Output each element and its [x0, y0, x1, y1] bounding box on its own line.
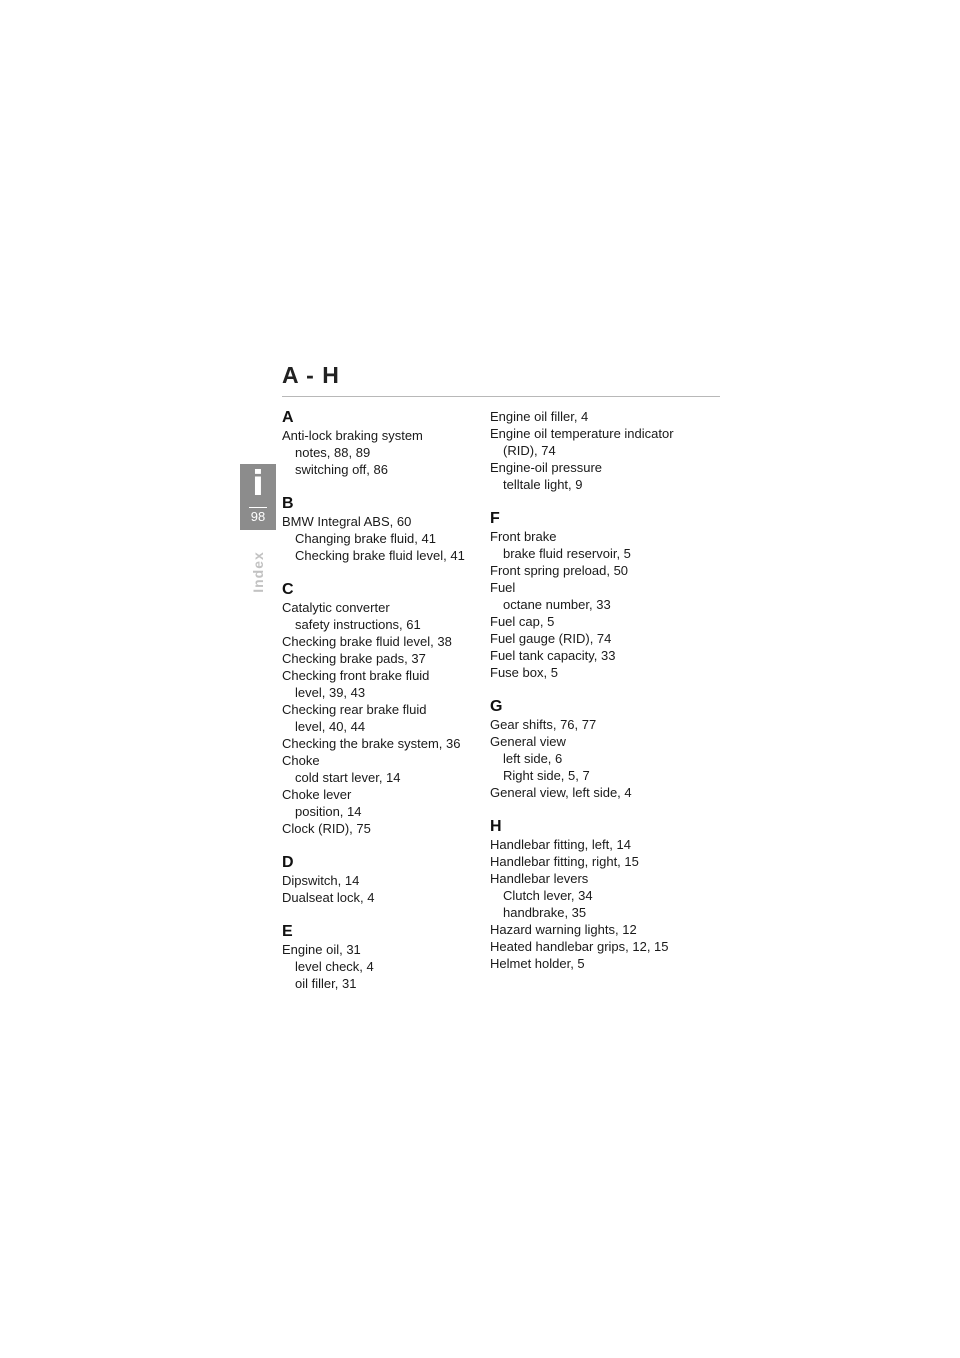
index-entry: Checking front brake fluid	[282, 668, 430, 683]
index-entry: Catalytic converter	[282, 600, 390, 615]
index-subentry: switching off, 86	[295, 462, 388, 477]
index-entry: Front spring preload, 50	[490, 563, 629, 578]
index-section	[282, 922, 482, 992]
index-subentry: level check, 4	[295, 959, 374, 974]
index-entry: Dipswitch, 14	[282, 873, 360, 888]
index-subentry: oil filler, 31	[295, 976, 357, 991]
section-letter: B	[282, 495, 294, 512]
index-subentry: Changing brake fluid, 41	[295, 531, 436, 546]
section-letter: F	[490, 510, 500, 527]
index-subentry: level, 40, 44	[295, 719, 366, 734]
index-entry: Checking brake fluid level, 38	[282, 634, 452, 649]
index-entry: Checking rear brake fluid	[282, 702, 427, 717]
index-column-right	[490, 408, 720, 972]
index-section	[490, 817, 720, 972]
section-letter: C	[282, 581, 294, 598]
index-subentry: cold start lever, 14	[295, 770, 401, 785]
title-divider	[282, 396, 720, 397]
index-section	[282, 408, 482, 478]
section-letter: A	[282, 409, 294, 426]
index-entry: Clock (RID), 75	[282, 821, 371, 836]
index-entry: Choke	[282, 753, 320, 768]
index-entry: Helmet holder, 5	[490, 956, 585, 971]
index-entry: Fuse box, 5	[490, 665, 558, 680]
index-subentry: left side, 6	[503, 751, 563, 766]
index-entry: Engine oil temperature indicator	[490, 426, 674, 441]
index-entry: Checking brake pads, 37	[282, 651, 426, 666]
index-subentry: Checking brake fluid level, 41	[295, 548, 465, 563]
index-tab	[240, 464, 276, 530]
index-subentry: Clutch lever, 34	[503, 888, 593, 903]
index-entry: Choke lever	[282, 787, 352, 802]
index-entry: Front brake	[490, 529, 557, 544]
page-title: A - H	[282, 362, 340, 388]
index-entry: Hazard warning lights, 12	[490, 922, 637, 937]
index-entry: Engine-oil pressure	[490, 460, 603, 475]
index-entry: General view	[490, 734, 566, 749]
index-entry: Engine oil filler, 4	[490, 409, 589, 424]
index-entry: Handlebar fitting, left, 14	[490, 837, 631, 852]
index-entry: Fuel	[490, 580, 516, 595]
index-subentry: position, 14	[295, 804, 362, 819]
page-number: 98	[250, 509, 266, 524]
index-entry: Handlebar fitting, right, 15	[490, 854, 639, 869]
index-subentry: Right side, 5, 7	[503, 768, 590, 783]
index-section	[282, 494, 482, 564]
tab-divider	[249, 507, 267, 508]
index-entry: Heated handlebar grips, 12, 15	[490, 939, 669, 954]
section-label: Index	[250, 551, 266, 593]
index-subentry: safety instructions, 61	[295, 617, 421, 632]
index-section	[490, 509, 720, 681]
index-subentry: handbrake, 35	[503, 905, 587, 920]
index-entry: Checking the brake system, 36	[282, 736, 461, 751]
info-icon: i	[252, 464, 264, 504]
index-entry: Dualseat lock, 4	[282, 890, 375, 905]
index-entry: Handlebar levers	[490, 871, 589, 886]
index-entry: Anti-lock braking system	[282, 428, 423, 443]
index-subentry: level, 39, 43	[295, 685, 366, 700]
index-entry: Fuel cap, 5	[490, 614, 555, 629]
index-subentry: (RID), 74	[503, 443, 556, 458]
index-entry: General view, left side, 4	[490, 785, 632, 800]
section-letter: E	[282, 923, 293, 940]
index-section	[282, 580, 482, 837]
index-entry: Gear shifts, 76, 77	[490, 717, 597, 732]
section-letter: G	[490, 698, 503, 715]
index-section	[490, 697, 720, 801]
index-section	[282, 853, 482, 906]
index-subentry: brake fluid reservoir, 5	[503, 546, 631, 561]
section-letter: H	[490, 818, 502, 835]
index-entry: BMW Integral ABS, 60	[282, 514, 412, 529]
index-section	[490, 408, 720, 493]
index-column-left	[282, 408, 482, 992]
index-entry: Fuel gauge (RID), 74	[490, 631, 612, 646]
index-subentry: notes, 88, 89	[295, 445, 371, 460]
index-subentry: octane number, 33	[503, 597, 611, 612]
index-entry: Fuel tank capacity, 33	[490, 648, 616, 663]
section-letter: D	[282, 854, 294, 871]
index-entry: Engine oil, 31	[282, 942, 361, 957]
index-subentry: telltale light, 9	[503, 477, 583, 492]
